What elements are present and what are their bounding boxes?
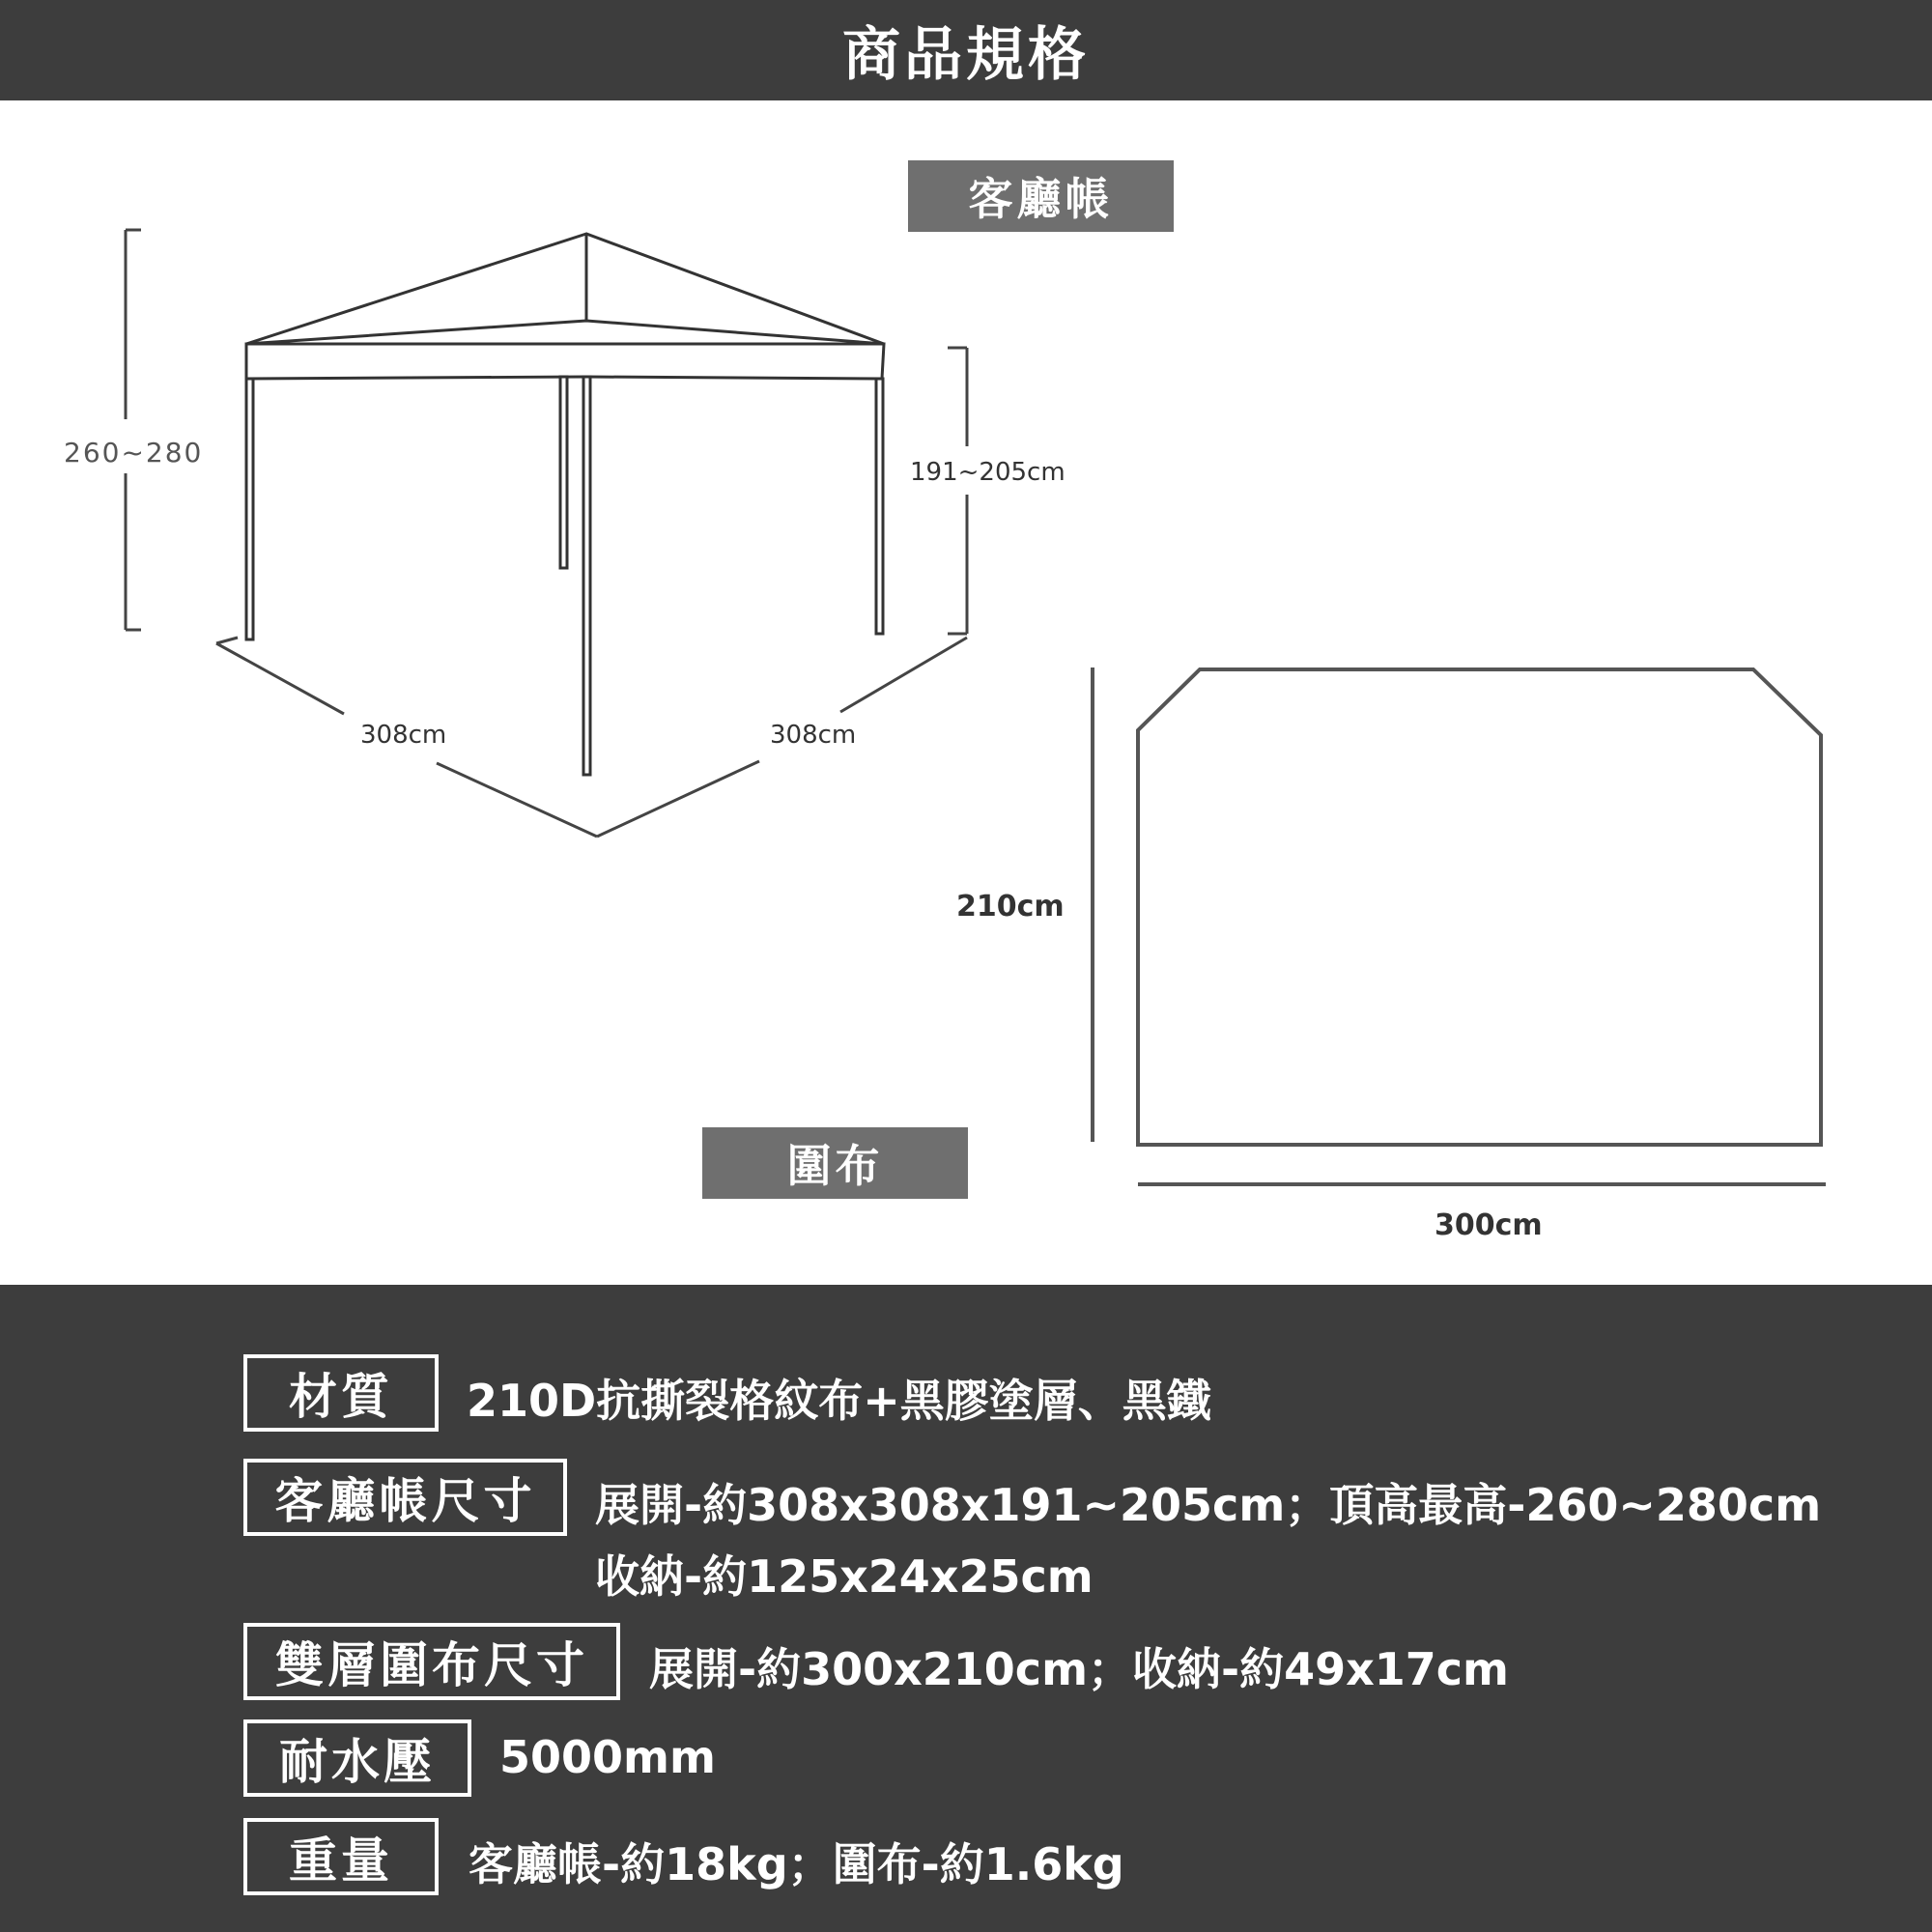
diagram-drawing	[0, 100, 1932, 1285]
tent-height-bracket	[126, 230, 141, 630]
spec-value-material: 210D抗撕裂格紋布+黑膠塗層、黑鐵	[467, 1375, 1211, 1427]
wall-width-label: 300cm	[1435, 1208, 1543, 1242]
spec-value-wall-size: 展開-約300x210cm；收納-約49x17cm	[649, 1643, 1509, 1695]
tent-height-label: 260~280	[64, 437, 204, 469]
spec-label-wall-size: 雙層圍布尺寸	[243, 1623, 620, 1700]
spec-label-tent-size: 客廳帳尺寸	[243, 1459, 567, 1536]
tent-legs	[246, 377, 883, 775]
tent-canopy	[246, 234, 884, 379]
spec-value-tent-size-packed: 收納-約125x24x25cm	[595, 1550, 1094, 1603]
wall-tag: 圍布	[702, 1127, 968, 1199]
tent-width-label-left: 308cm	[360, 721, 447, 750]
dimension-diagram	[0, 100, 1932, 1285]
wall-panel	[1138, 669, 1821, 1145]
wall-height-label: 210cm	[956, 890, 1065, 923]
page-header	[0, 0, 1932, 100]
spec-value-weight: 客廳帳-約18kg；圍布-約1.6kg	[469, 1838, 1124, 1890]
spec-table	[0, 1285, 1932, 1932]
page-title: 商品規格	[842, 21, 1090, 89]
tent-side-height-label: 191~205cm	[910, 458, 1065, 487]
spec-label-weight: 重量	[243, 1818, 439, 1895]
spec-value-tent-size-open: 展開-約308x308x191~205cm；頂高最高-260~280cm	[595, 1479, 1822, 1531]
tent-side-height-bracket	[948, 348, 967, 634]
tent-tag: 客廳帳	[908, 160, 1174, 232]
tent-width-label-right: 308cm	[770, 721, 857, 750]
spec-label-waterproof: 耐水壓	[243, 1719, 471, 1797]
spec-value-waterproof: 5000mm	[499, 1731, 716, 1783]
spec-label-material: 材質	[243, 1354, 439, 1432]
